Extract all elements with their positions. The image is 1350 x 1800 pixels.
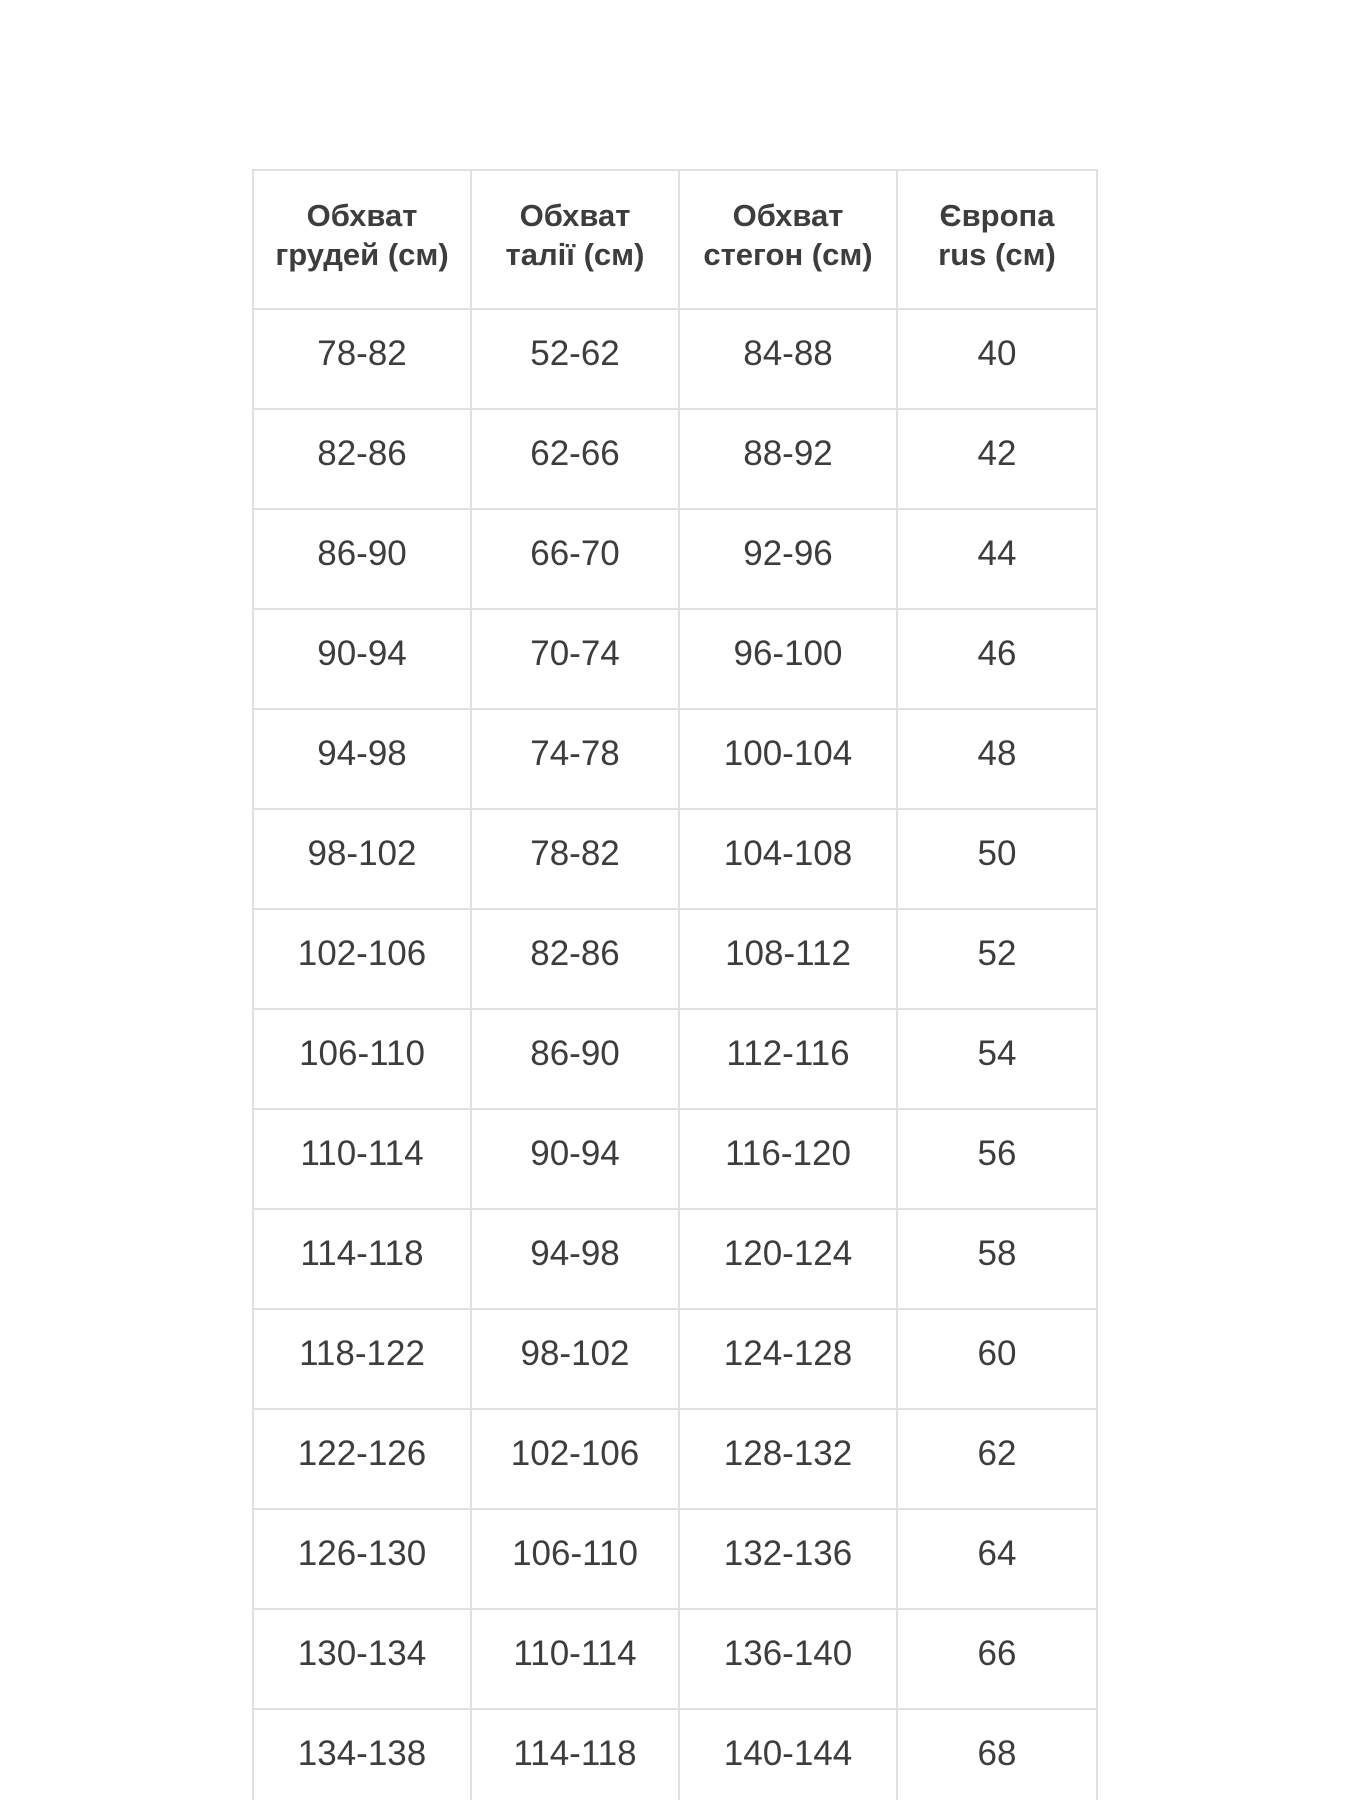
- table-cell: 98-102: [471, 1309, 679, 1409]
- table-cell: 122-126: [253, 1409, 471, 1509]
- table-cell: 134-138: [253, 1709, 471, 1800]
- table-cell: 62-66: [471, 409, 679, 509]
- table-cell: 52-62: [471, 309, 679, 409]
- table-cell: 92-96: [679, 509, 897, 609]
- table-row: [253, 309, 1097, 409]
- table-cell: 114-118: [471, 1709, 679, 1800]
- table-cell: 94-98: [253, 709, 471, 809]
- table-cell: 66-70: [471, 509, 679, 609]
- table-cell: 120-124: [679, 1209, 897, 1309]
- col-header-waist-line2: талії (см): [505, 236, 645, 272]
- table-cell: 106-110: [471, 1509, 679, 1609]
- col-header-hips-line1: Обхват: [732, 197, 844, 233]
- table-cell: 106-110: [253, 1009, 471, 1109]
- table-cell: 88-92: [679, 409, 897, 509]
- table-cell: 110-114: [253, 1109, 471, 1209]
- table-cell: 58: [897, 1209, 1097, 1309]
- table-cell: 102-106: [253, 909, 471, 1009]
- table-cell: 128-132: [679, 1409, 897, 1509]
- table-cell: 90-94: [471, 1109, 679, 1209]
- table-cell: 70-74: [471, 609, 679, 709]
- table-cell: 140-144: [679, 1709, 897, 1800]
- table-cell: 84-88: [679, 309, 897, 409]
- table-row: [253, 1509, 1097, 1609]
- col-header-waist: [471, 170, 679, 309]
- col-header-hips-line2: стегон (см): [703, 236, 873, 272]
- table-cell: 62: [897, 1409, 1097, 1509]
- table-cell: 44: [897, 509, 1097, 609]
- table-cell: 132-136: [679, 1509, 897, 1609]
- table-cell: 52: [897, 909, 1097, 1009]
- table-cell: 78-82: [253, 309, 471, 409]
- table-cell: 102-106: [471, 1409, 679, 1509]
- table-cell: 82-86: [253, 409, 471, 509]
- table-cell: 68: [897, 1709, 1097, 1800]
- table-cell: 74-78: [471, 709, 679, 809]
- table-cell: 108-112: [679, 909, 897, 1009]
- table-row: [253, 1409, 1097, 1509]
- table-cell: 56: [897, 1109, 1097, 1209]
- table-cell: 114-118: [253, 1209, 471, 1309]
- table-cell: 86-90: [253, 509, 471, 609]
- table-cell: 126-130: [253, 1509, 471, 1609]
- col-header-chest-line1: Обхват: [306, 197, 418, 233]
- table-cell: 82-86: [471, 909, 679, 1009]
- table-row: [253, 1209, 1097, 1309]
- table-cell: 66: [897, 1609, 1097, 1709]
- table-cell: 64: [897, 1509, 1097, 1609]
- table-cell: 46: [897, 609, 1097, 709]
- size-chart-table: [252, 169, 1098, 1800]
- col-header-chest: [253, 170, 471, 309]
- col-header-europe-size: [897, 170, 1097, 309]
- col-header-europe-size-line1: Європа: [939, 197, 1055, 233]
- table-row: [253, 1109, 1097, 1209]
- table-cell: 96-100: [679, 609, 897, 709]
- table-cell: 42: [897, 409, 1097, 509]
- table-row: [253, 1009, 1097, 1109]
- table-cell: 98-102: [253, 809, 471, 909]
- table-cell: 136-140: [679, 1609, 897, 1709]
- table-cell: 118-122: [253, 1309, 471, 1409]
- table-row: [253, 1709, 1097, 1800]
- table-row: [253, 909, 1097, 1009]
- table-row: [253, 609, 1097, 709]
- table-row: [253, 809, 1097, 909]
- col-header-waist-line1: Обхват: [519, 197, 631, 233]
- table-cell: 124-128: [679, 1309, 897, 1409]
- table-cell: 94-98: [471, 1209, 679, 1309]
- table-body: [253, 309, 1097, 1800]
- table-cell: 54: [897, 1009, 1097, 1109]
- table-cell: 86-90: [471, 1009, 679, 1109]
- table-row: [253, 1309, 1097, 1409]
- table-cell: 48: [897, 709, 1097, 809]
- table-cell: 40: [897, 309, 1097, 409]
- table-cell: 60: [897, 1309, 1097, 1409]
- table-cell: 90-94: [253, 609, 471, 709]
- col-header-chest-line2: грудей (см): [275, 236, 449, 272]
- table-row: [253, 409, 1097, 509]
- table-cell: 112-116: [679, 1009, 897, 1109]
- table-cell: 116-120: [679, 1109, 897, 1209]
- table-cell: 50: [897, 809, 1097, 909]
- table-cell: 110-114: [471, 1609, 679, 1709]
- col-header-europe-size-line2: rus (см): [938, 236, 1056, 272]
- table-cell: 104-108: [679, 809, 897, 909]
- table-row: [253, 1609, 1097, 1709]
- col-header-hips: [679, 170, 897, 309]
- table-cell: 130-134: [253, 1609, 471, 1709]
- table-row: [253, 509, 1097, 609]
- header-row: [253, 170, 1097, 309]
- table-row: [253, 709, 1097, 809]
- table-cell: 78-82: [471, 809, 679, 909]
- table-cell: 100-104: [679, 709, 897, 809]
